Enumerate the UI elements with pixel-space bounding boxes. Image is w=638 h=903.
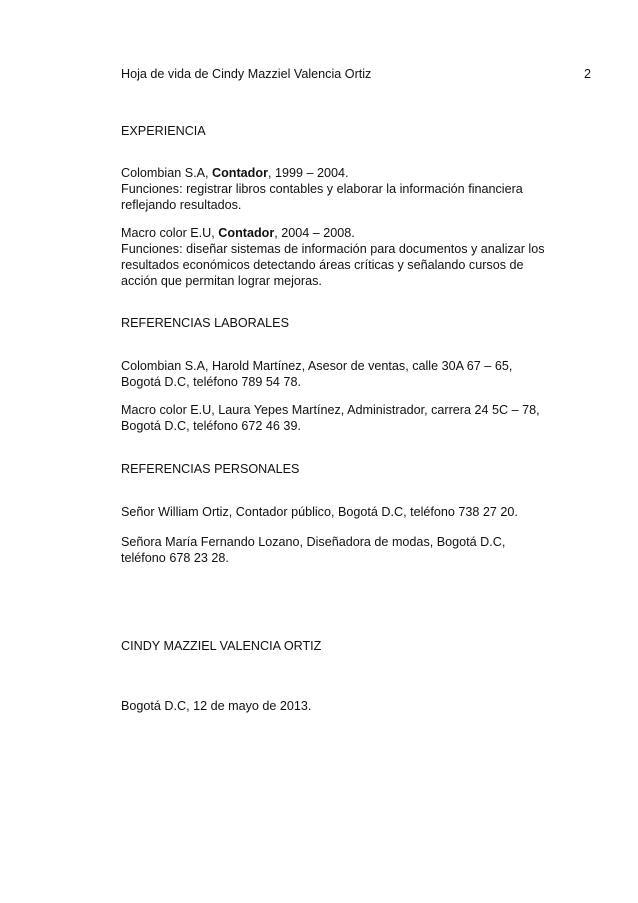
- section-heading-referencias-laborales: REFERENCIAS LABORALES: [121, 316, 289, 330]
- experience-entry: [121, 225, 551, 289]
- section-heading-experiencia: EXPERIENCIA: [121, 124, 206, 138]
- experience-role: Contador: [218, 226, 275, 240]
- labor-reference-item: Colombian S.A, Harold Martínez, Asesor de ventas, calle 30A 67 – 65, Bogotá D.C, teléfono 789 54 78.: [121, 359, 513, 389]
- experience-entry: [121, 165, 551, 213]
- personal-reference-item: Señora María Fernando Lozano, Diseñadora de modas, Bogotá D.C, teléfono 678 23 28.: [121, 535, 506, 565]
- experience-company: Colombian S.A,: [121, 166, 212, 180]
- experience-period: , 2004 – 2008.: [274, 226, 355, 240]
- experience-period: , 1999 – 2004.: [267, 166, 349, 180]
- place-date: Bogotá D.C, 12 de mayo de 2013.: [121, 699, 312, 713]
- labor-reference-item: Macro color E.U, Laura Yepes Martínez, Administrador, carrera 24 5C – 78, Bogotá D.C, teléfono 672 46 39.: [121, 403, 540, 433]
- experience-title-line: [121, 165, 551, 181]
- personal-reference-item: Señor William Ortiz, Contador público, Bogotá D.C, teléfono 738 27 20.: [121, 505, 518, 519]
- section-heading-referencias-personales: REFERENCIAS PERSONALES: [121, 462, 300, 476]
- header-title: Hoja de vida de Cindy Mazziel Valencia Ortiz: [121, 67, 372, 81]
- experience-company: Macro color E.U,: [121, 226, 219, 240]
- signature-name: CINDY MAZZIEL VALENCIA ORTIZ: [121, 639, 322, 653]
- experience-functions: Funciones: registrar libros contables y elaborar la información financiera reflejando resultados.: [121, 182, 523, 212]
- experience-title-line: [121, 225, 551, 241]
- experience-functions: Funciones: diseñar sistemas de información para documentos y analizar los resultados económicos detectando áreas críticas y señalando cursos de acción que permitan lograr mejoras.: [121, 242, 545, 288]
- experience-role: Contador: [212, 166, 268, 180]
- page-number: 2: [583, 67, 591, 81]
